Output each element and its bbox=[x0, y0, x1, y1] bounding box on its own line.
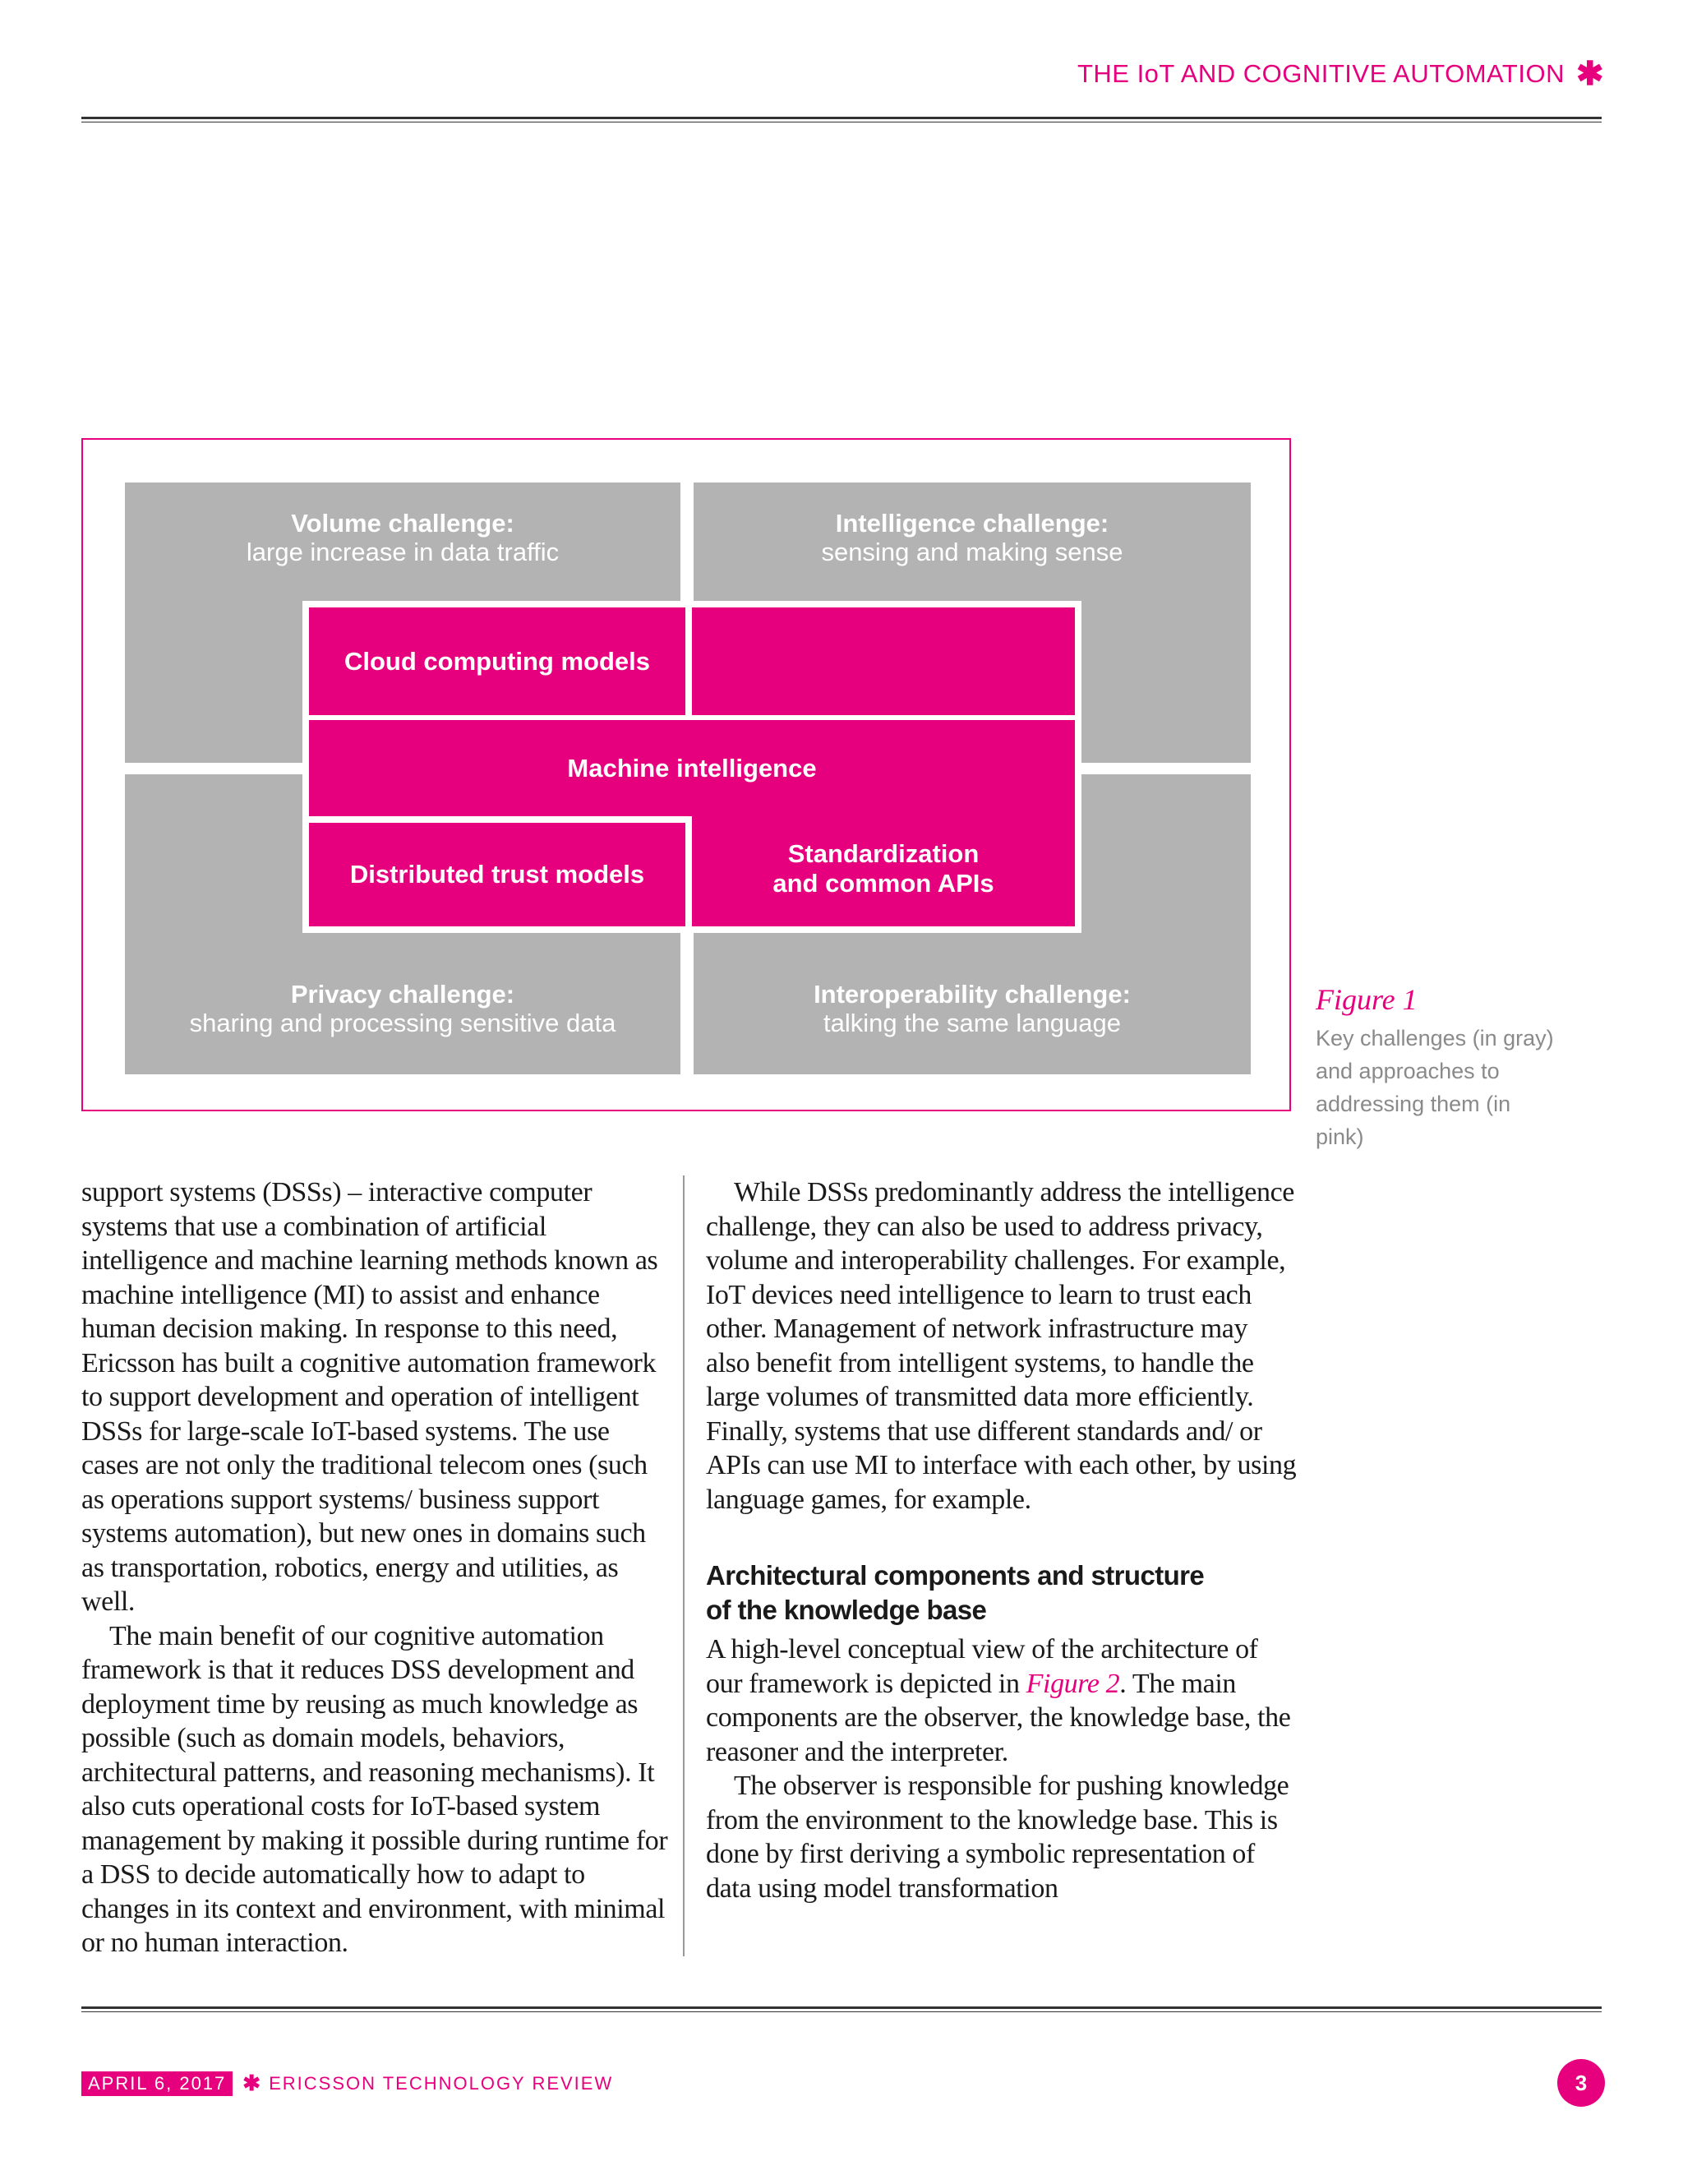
publication-date: APRIL 6, 2017 bbox=[81, 2071, 233, 2096]
cloud-computing-models-box bbox=[309, 607, 685, 715]
machine-intelligence-top-extension bbox=[692, 607, 1075, 715]
distributed-trust-models-box bbox=[309, 823, 685, 926]
running-title: THE IoT AND COGNITIVE AUTOMATION bbox=[1077, 59, 1565, 88]
section-heading bbox=[706, 1558, 1298, 1628]
paragraph: The main benefit of our cognitive automation framework is that it reduces DSS development and deployment time by reusing as much knowledge as possible (such as domain models, behaviors, architectural patterns, and reasoning mechanisms). It also cuts operational costs for IoT-based system management by making it possible during runtime for a DSS to decide automatically how to adapt to changes in its context and environment, with minimal or no human interaction. bbox=[81, 1620, 668, 1958]
distributed-trust-models-label: Distributed trust models bbox=[349, 860, 645, 889]
header-rule bbox=[81, 117, 1602, 119]
cloud-computing-models-label: Cloud computing models bbox=[344, 646, 650, 676]
machine-intelligence-box bbox=[309, 720, 1075, 816]
figure-caption bbox=[1316, 982, 1562, 1153]
column-divider bbox=[683, 1175, 685, 1956]
footer-rule bbox=[81, 2006, 1602, 2009]
intelligence-challenge-subtitle: sensing and making sense bbox=[821, 538, 1123, 566]
intelligence-challenge-title: Intelligence challenge: bbox=[835, 509, 1109, 538]
star-icon: ✱ bbox=[242, 2071, 263, 2095]
volume-challenge-title: Volume challenge: bbox=[291, 509, 514, 538]
paragraph: support systems (DSSs) – interactive computer systems that use a combination of artificial intelligence and machine learning methods known as machine intelligence (MI) to assist and enhance human decision making. In response to this need, Ericsson has built a cognitive automation framework to support development and operation of intelligent DSSs for large-scale IoT-based systems. The use cases are not only the traditional telecom ones (such as operations support systems/ business support systems automation), but new ones in domains such as transportation, robotics, energy and utilities, as well. bbox=[81, 1177, 658, 1617]
paragraph-text: A high-level conceptual view of the architecture of our framework is depicted in bbox=[706, 1634, 1258, 1699]
figure-caption-text: Key challenges (in gray) and approaches to addressing them (in pink) bbox=[1316, 1026, 1554, 1149]
privacy-challenge-title: Privacy challenge: bbox=[290, 980, 515, 1009]
section-heading-line2: of the knowledge base bbox=[706, 1595, 987, 1625]
paragraph-text: . The main components are the observer, the knowledge base, the reasoner and the interpreter. bbox=[706, 1668, 1291, 1767]
body-column-left bbox=[81, 1175, 673, 1960]
running-header bbox=[1077, 58, 1604, 90]
standardization-box bbox=[692, 810, 1075, 926]
paragraph: While DSSs predominantly address the intelligence challenge, they can also be used to address privacy, volume and interoperability challenges. For example, IoT devices need intelligence to learn to trust each other. Management of network infrastructure may also benefit from intelligent systems, to handle the large volumes of transmitted data more efficiently. Finally, systems that use different standards and/ or APIs can use MI to interface with each other, by using language games, for example. bbox=[706, 1177, 1297, 1515]
publication-name: ERICSSON TECHNOLOGY REVIEW bbox=[269, 2072, 614, 2094]
body-column-right bbox=[706, 1175, 1298, 1905]
machine-intelligence-label: Machine intelligence bbox=[567, 753, 817, 783]
footer bbox=[81, 2071, 613, 2096]
star-icon: ✱ bbox=[1575, 56, 1604, 92]
paragraph: The observer is responsible for pushing knowledge from the environment to the knowledge base. This is done by first deriving a symbolic representation of data using model transformation bbox=[706, 1771, 1289, 1904]
paragraph bbox=[706, 1632, 1298, 1769]
interoperability-challenge-subtitle: talking the same language bbox=[823, 1009, 1121, 1037]
figure-2-link[interactable]: Figure 2 bbox=[1026, 1668, 1120, 1699]
standardization-label-line2: and common APIs bbox=[772, 868, 994, 898]
interoperability-challenge-title: Interoperability challenge: bbox=[814, 980, 1131, 1009]
page-number: 3 bbox=[1557, 2059, 1605, 2107]
volume-challenge-subtitle: large increase in data traffic bbox=[246, 538, 560, 566]
standardization-label-line1: Standardization bbox=[787, 838, 980, 868]
figure-1-frame bbox=[81, 438, 1291, 1111]
section-heading-line1: Architectural components and structure bbox=[706, 1560, 1205, 1591]
figure-caption-label: Figure 1 bbox=[1316, 983, 1418, 1016]
privacy-challenge-subtitle: sharing and processing sensitive data bbox=[189, 1009, 616, 1037]
